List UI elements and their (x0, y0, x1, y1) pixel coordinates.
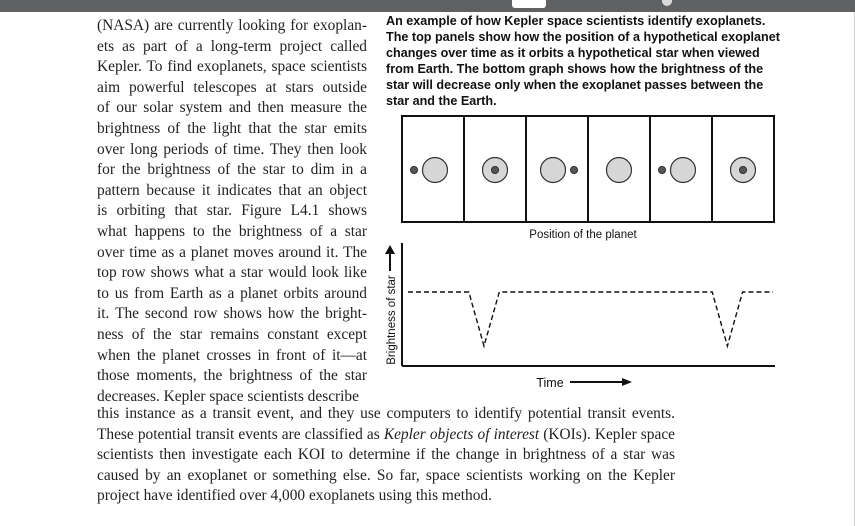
body-line: top row shows what a star would look like (97, 264, 367, 282)
body-line: is orbiting that star. Figure L4.1 shows (97, 202, 367, 220)
body-line: ness of the star remains constant except (97, 325, 367, 343)
y-axis-label: Brightness of star (386, 275, 398, 365)
body-line: of our solar system and then measure the (97, 99, 367, 117)
star-circle (541, 158, 566, 183)
panels-label: Position of the planet (529, 229, 637, 241)
star-circle (671, 158, 696, 183)
caption-line: changes over time as it orbits a hypothetical star when viewed (386, 46, 760, 60)
body-line: over long periods of time. They then look (97, 140, 367, 158)
emphasis-term: Kepler objects of interest (383, 425, 540, 443)
caption-line: The top panels show how the position of a hypothetical exoplanet (386, 30, 780, 44)
caption-line: An example of how Kepler space scientists identify exoplanets. (386, 14, 766, 28)
body-line: caused by an exoplanet or something else. So far, space scientists working on the Kepler (97, 466, 675, 484)
body-line: project have identified over 4,000 exoplanets using this method. (97, 487, 492, 505)
brightness-curve (408, 292, 773, 346)
planet-dot (658, 166, 665, 173)
body-line: when the planet crosses in front of it—at (97, 346, 367, 364)
planet-dot (491, 166, 498, 173)
x-axis-label: Time (536, 376, 564, 390)
body-line: those moments, the brightness of the star (97, 367, 367, 385)
body-line: aim powerful telescopes at stars outside (97, 78, 367, 96)
planet-dot (739, 166, 746, 173)
x-axis-arrowhead (622, 378, 632, 386)
body-line-text: (KOIs). Kepler space (539, 425, 675, 443)
body-line: scientists then investigate each KOI to determine if the change in brightness of a star was (97, 446, 675, 464)
body-line: ets as part of a long-term project called (97, 37, 367, 55)
body-line: to us from Earth as a planet orbits around (97, 284, 367, 302)
y-axis-arrowhead (385, 245, 395, 254)
planet-position-panels (402, 116, 774, 222)
star-circle (607, 158, 632, 183)
body-line: over time as a planet moves around it. The (97, 243, 367, 261)
body-line: brightness of the light that the star emits (97, 119, 367, 137)
caption-line: star will decrease only when the exoplanet passes between the (386, 78, 764, 92)
body-line: what happens to the brightness of a star (97, 222, 367, 240)
body-line: (NASA) are currently looking for exoplan- (97, 17, 367, 34)
body-line: pattern because it indicates that an object (97, 181, 367, 199)
body-line: this instance as a transit event, and they use computers to identify potential transit events. (97, 405, 675, 422)
planet-dot (570, 166, 577, 173)
caption-line: from Earth. The bottom graph shows how the brightness of the (386, 62, 764, 76)
body-line: it. The second row shows how the bright- (97, 305, 367, 323)
caption-line: star and the Earth. (386, 94, 497, 108)
body-line-text: These potential transit events are classified as (97, 425, 384, 443)
brightness-line (408, 292, 773, 346)
body-line: for the brightness of the star to dim in a (97, 161, 367, 179)
body-line: Kepler. To find exoplanets, space scientists (97, 58, 367, 76)
planet-dot (410, 166, 417, 173)
body-line: decreases. Kepler space scientists describe (97, 387, 359, 405)
star-circle (423, 158, 448, 183)
